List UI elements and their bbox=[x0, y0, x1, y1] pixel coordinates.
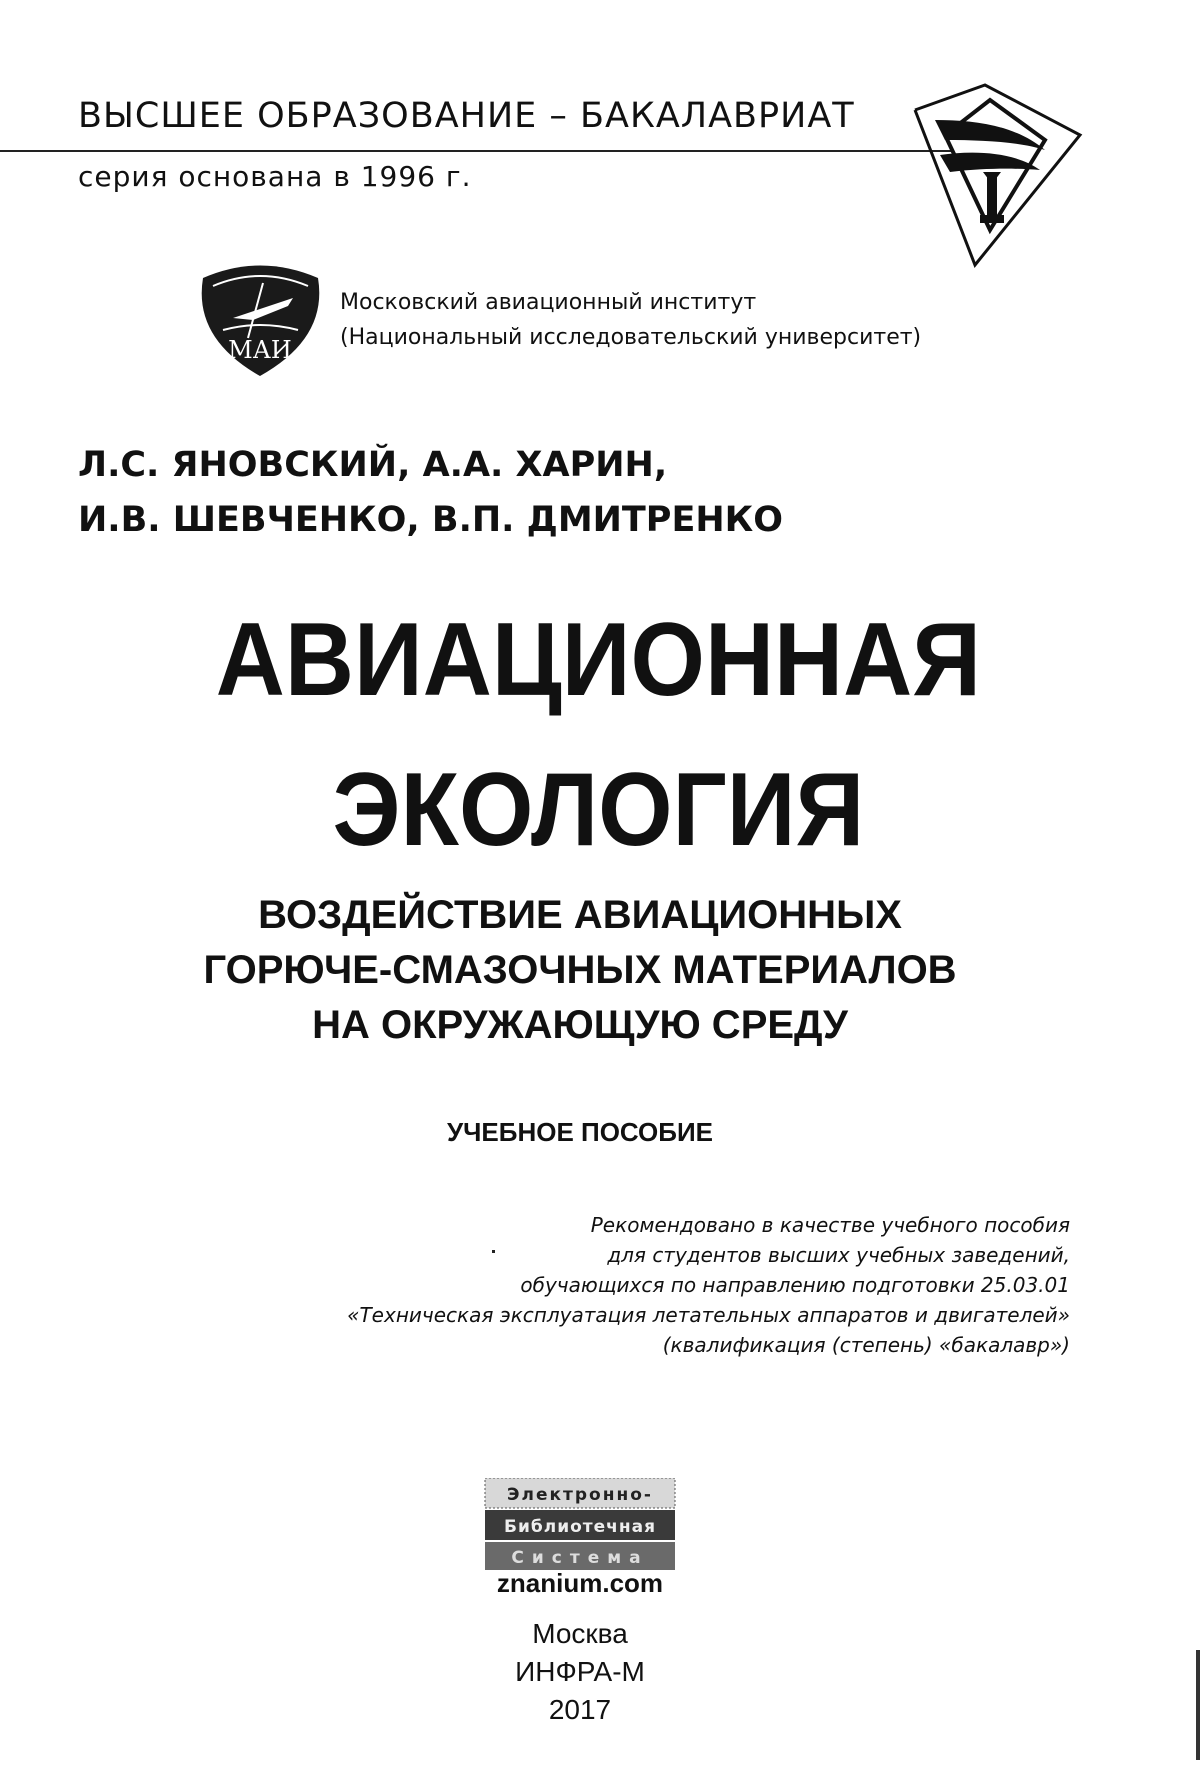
ebs-url: znanium.com bbox=[496, 1568, 664, 1598]
book-subtitle-line-2: ГОРЮЧЕ-СМАЗОЧНЫХ МАТЕРИАЛОВ bbox=[203, 948, 957, 992]
authors-line-2: И.В. ШЕВЧЕНКО, В.П. ДМИТРЕНКО bbox=[78, 500, 784, 540]
series-title: ВЫСШЕЕ ОБРАЗОВАНИЕ – БАКАЛАВРИАТ bbox=[78, 96, 855, 136]
institute-line-2: (Национальный исследовательский университет) bbox=[340, 325, 922, 350]
institute-name bbox=[340, 285, 921, 355]
mai-shield-icon bbox=[193, 258, 328, 378]
ebs-row-2: Библиотечная bbox=[504, 1517, 656, 1537]
ebs-row-1: Электронно- bbox=[507, 1485, 653, 1505]
book-type: УЧЕБНОЕ ПОСОБИЕ bbox=[446, 1117, 714, 1147]
scan-speck bbox=[492, 1250, 495, 1253]
institute-line-1: Московский авиационный институт bbox=[340, 290, 757, 315]
torch-triangle-icon bbox=[905, 80, 1085, 270]
recommendation bbox=[347, 1210, 1070, 1360]
ebs-row-3: Система bbox=[511, 1548, 649, 1568]
authors-line-1: Л.С. ЯНОВСКИЙ, А.А. ХАРИН, bbox=[78, 445, 668, 485]
recommendation-line-5: (квалификация (степень) «бакалавр») bbox=[662, 1333, 1070, 1357]
book-subtitle-line-1: ВОЗДЕЙСТВИЕ АВИАЦИОННЫХ bbox=[258, 893, 902, 937]
book-subtitle bbox=[0, 888, 1160, 1053]
scan-edge-mark bbox=[1196, 1650, 1200, 1760]
authors bbox=[78, 438, 783, 548]
book-title-line-1: АВИАЦИОННАЯ bbox=[215, 602, 982, 718]
series-subtitle: серия основана в 1996 г. bbox=[78, 160, 472, 193]
imprint bbox=[0, 1615, 1160, 1729]
mai-logo-text: МАИ bbox=[228, 336, 292, 364]
recommendation-line-4: «Техническая эксплуатация летательных аппаратов и двигателей» bbox=[347, 1303, 1070, 1327]
series-rule bbox=[0, 150, 1010, 152]
book-title-line-2: ЭКОЛОГИЯ bbox=[332, 752, 865, 868]
imprint-city: Москва bbox=[532, 1618, 628, 1649]
ebs-logo-icon bbox=[480, 1478, 680, 1578]
imprint-publisher: ИНФРА-М bbox=[515, 1656, 645, 1687]
book-subtitle-line-3: НА ОКРУЖАЮЩУЮ СРЕДУ bbox=[312, 1003, 848, 1047]
recommendation-line-2: для студентов высших учебных заведений, bbox=[607, 1243, 1070, 1267]
recommendation-line-1: Рекомендовано в качестве учебного пособия bbox=[590, 1213, 1070, 1237]
recommendation-line-3: обучающихся по направлению подготовки 25.03.01 bbox=[520, 1273, 1070, 1297]
book-title bbox=[46, 585, 1150, 885]
imprint-year: 2017 bbox=[548, 1694, 612, 1725]
